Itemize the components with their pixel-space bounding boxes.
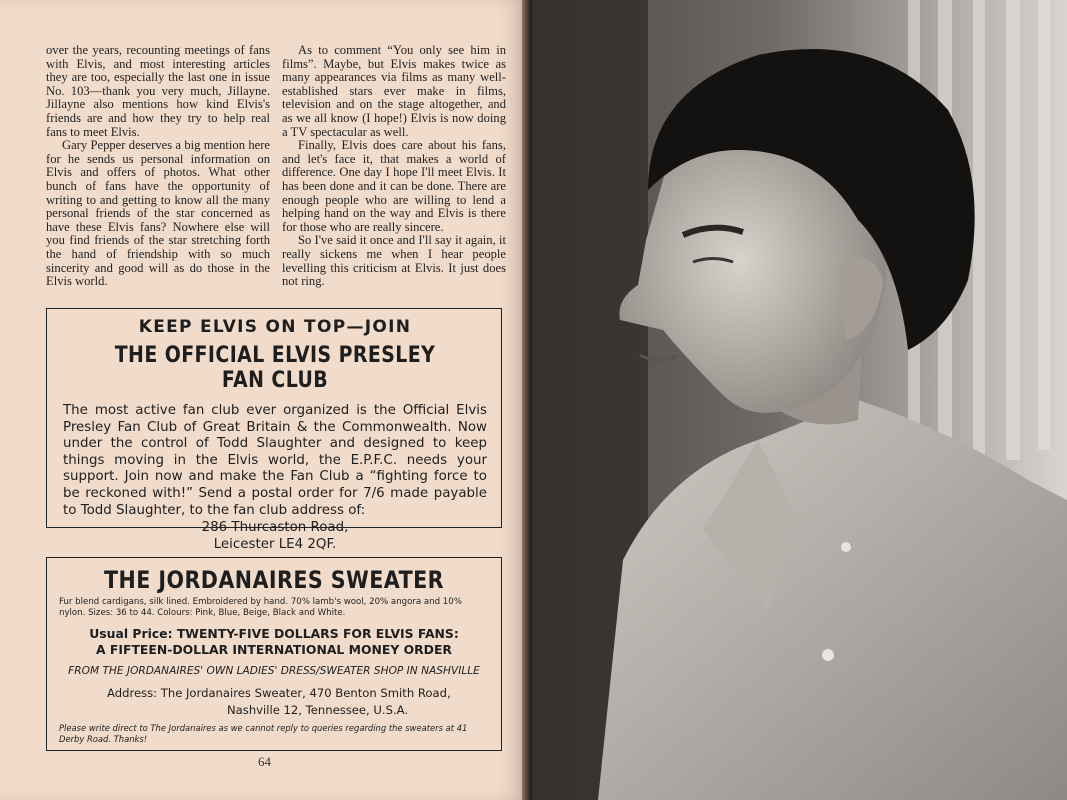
left-page (0, 0, 528, 800)
book-gutter (522, 0, 532, 800)
paragraph: Gary Pepper deserves a big mention here for he sends us personal information on Elvis and offers of photos. What other bunch of fans have the opportunity of writing to and getting to know all the many personal friends of the star concerned as have these Elvis fans? Nowhere else will you find friends of the star stretching forth the hand of friendship with so much sincerity and good will as do those in the Elvis world. (46, 138, 270, 289)
fan-club-advert (46, 308, 502, 553)
paragraph: over the years, recounting meetings of fans with Elvis, and most interesting articles they are too, especially the last one in issue No. 103—thank you very much, Jillayne. Jillayne also mentions how kind Elvis's friends are and how they try to help real fans to meet Elvis. (46, 43, 270, 139)
paragraph: So I've said it once and I'll say it again, it really sickens me when I hear people levelling this criticism at Elvis. It just does not ring. (282, 233, 506, 289)
sweater-advert (46, 557, 502, 751)
sweater-shop-line: FROM THE JORDANAIRES' OWN LADIES' DRESS/SWEATER SHOP IN NASHVILLE (68, 665, 480, 677)
sweater-price-line-1: Usual Price: TWENTY-FIVE DOLLARS FOR ELVIS FANS: (89, 626, 459, 641)
advert-body: The most active fan club ever organized is the Official Elvis Presley Fan Club of Great Britain & the Commonwealth. Now under the control of Todd Slaughter and designed to keep things moving in the Elvis world, the E.P.F.C. needs your support. Join now and make the Fan Club a “fighting force to be reckoned with!” Send a postal order for 7/6 made payable to Todd Slaughter, to the fan club address of: (63, 403, 487, 518)
sweater-price-line-2: A FIFTEEN-DOLLAR INTERNATIONAL MONEY ORDER (96, 642, 452, 657)
paragraph: As to comment “You only see him in films”. Maybe, but Elvis makes twice as many appearances via films as many well-established stars ever make in films, television and on the stage altogether, and as we all know (I hope!) Elvis is now doing a TV spectacular as well. (282, 43, 506, 139)
advert-address-line-2: Leicester LE4 2QF. (213, 537, 337, 553)
portrait-photo (528, 0, 1067, 800)
sweater-details: Fur blend cardigans, silk lined. Embroidered by hand. 70% lamb's wool, 20% angora and 10% nylon. Sizes: 36 to 44. Colours: Pink, Blue, Beige, Black and White. (59, 597, 462, 618)
text-column-2 (282, 44, 506, 289)
right-page-photo (528, 0, 1067, 800)
sweater-address-line-1: Address: The Jordanaires Sweater, 470 Benton Smith Road, (107, 686, 451, 700)
advert-title: THE OFFICIAL ELVIS PRESLEY FAN CLUB (114, 343, 436, 393)
sweater-title: THE JORDANAIRES SWEATER (104, 566, 444, 594)
sweater-address-line-2: Nashville 12, Tennessee, U.S.A. (227, 703, 409, 717)
paragraph: Finally, Elvis does care about his fans, and let's face it, that makes a world of difference. One day I hope I'll meet Elvis. It has been done and it can be done. There are enough people who are willing to lend a helping hand on the way and Elvis is there for those who are really sincere. (282, 138, 506, 234)
advert-kicker: KEEP ELVIS ON TOP—JOIN (138, 317, 412, 337)
page-number: 64 (258, 754, 271, 769)
advert-address-line-1: 286 Thurcaston Road, (201, 520, 349, 536)
sweater-note: Please write direct to The Jordanaires as we cannot reply to queries regarding the sweaters at 41 Derby Road. Thanks! (59, 723, 468, 744)
text-column-1 (46, 44, 270, 289)
